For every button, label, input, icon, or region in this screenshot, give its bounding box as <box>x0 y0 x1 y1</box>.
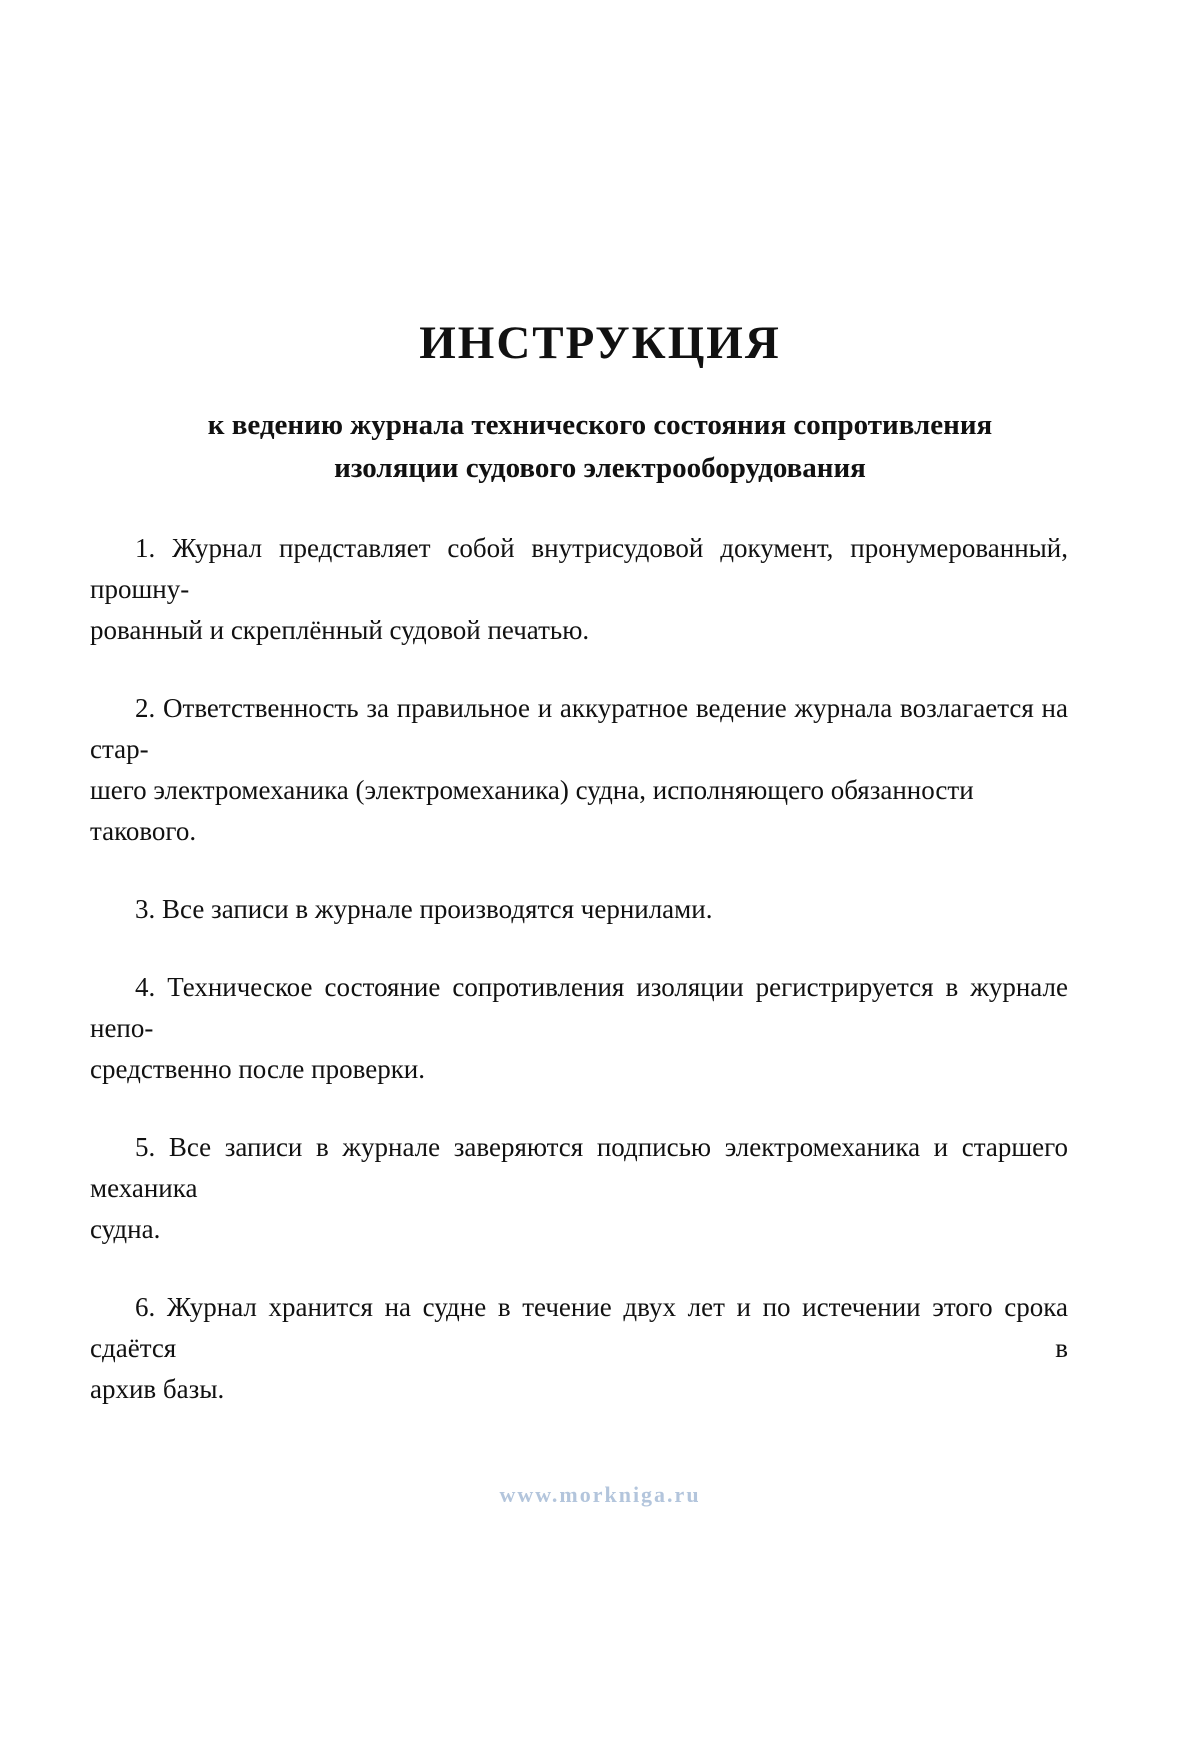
subtitle-line-2: изоляции судового электрооборудования <box>334 452 866 485</box>
paragraph-4 <box>90 967 1068 1090</box>
document-body <box>90 528 1068 1410</box>
paragraph-1 <box>90 528 1068 651</box>
document-subtitle <box>0 404 1200 490</box>
paragraph-2-line-2: шего электромеханика (электромеханика) судна, исполняющего обязанности такового. <box>90 775 974 847</box>
paragraph-5 <box>90 1127 1068 1250</box>
paragraph-1-line-2: рованный и скреплённый судовой печатью. <box>90 615 590 646</box>
paragraph-6-line-1: 6. Журнал хранится на судне в течение двух лет и по истечении этого срока сдаётся в <box>90 1292 1068 1364</box>
document-title: ИНСТРУКЦИЯ <box>419 317 781 369</box>
paragraph-2 <box>90 688 1068 852</box>
watermark-text: www.morkniga.ru <box>499 1482 701 1507</box>
paragraph-4-line-2: средственно после проверки. <box>90 1054 426 1085</box>
paragraph-6 <box>90 1287 1068 1410</box>
paragraph-6-line-2: архив базы. <box>90 1374 225 1405</box>
paragraph-1-line-1: 1. Журнал представляет собой внутрисудовой документ, пронумерованный, прошну- <box>90 533 1068 605</box>
paragraph-2-line-1: 2. Ответственность за правильное и аккуратное ведение журнала возлагается на стар- <box>90 693 1068 765</box>
paragraph-4-line-1: 4. Техническое состояние сопротивления изоляции регистрируется в журнале непо- <box>90 972 1068 1044</box>
paragraph-3 <box>90 889 1068 930</box>
subtitle-line-1: к ведению журнала технического состояния сопротивления <box>207 409 993 442</box>
paragraph-3-line-1: 3. Все записи в журнале производятся чернилами. <box>135 894 713 925</box>
paragraph-5-line-2: судна. <box>90 1214 161 1245</box>
paragraph-5-line-1: 5. Все записи в журнале заверяются подписью электромеханика и старшего механика <box>90 1132 1068 1204</box>
